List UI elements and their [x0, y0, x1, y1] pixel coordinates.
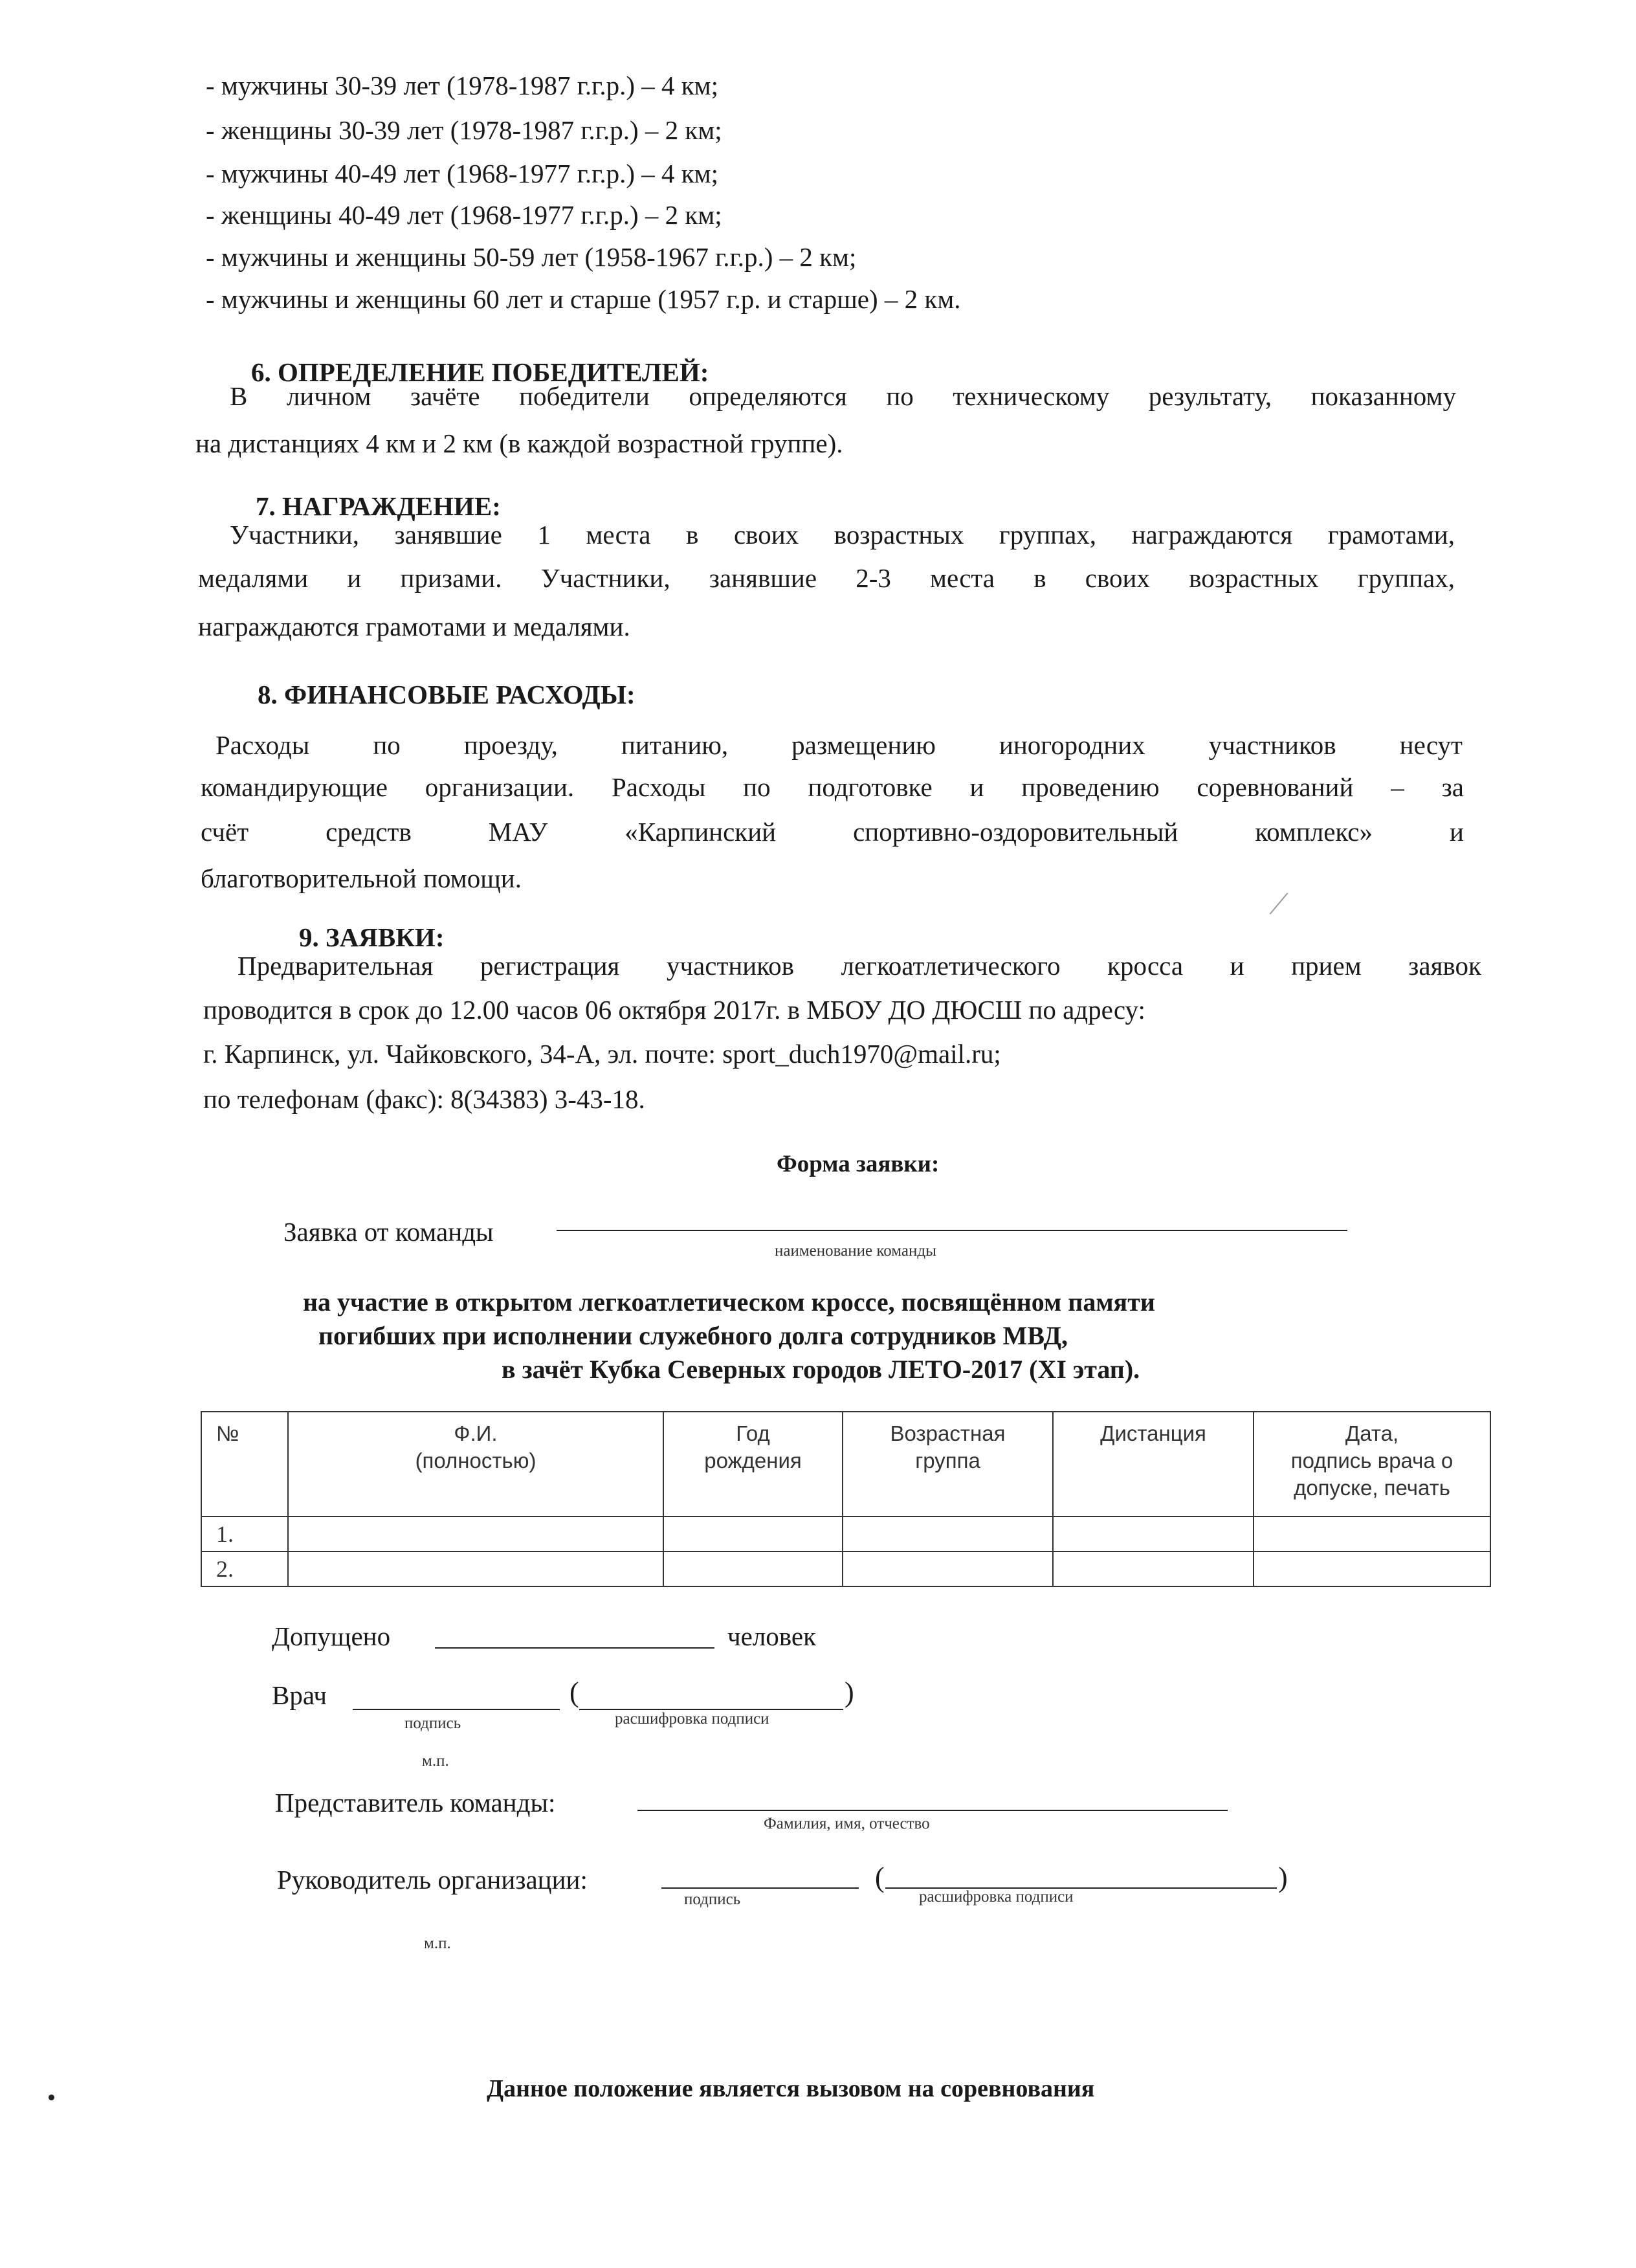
cell-full-name[interactable]: [288, 1551, 663, 1586]
word: проезду,: [463, 730, 558, 760]
header-age-group: Возрастная группа: [843, 1412, 1053, 1517]
word: счёт: [201, 817, 249, 847]
cell-doctor-signature[interactable]: [1254, 1517, 1490, 1551]
word: места: [930, 563, 995, 593]
word: результату,: [1148, 381, 1272, 411]
word: В: [230, 381, 248, 411]
word: занявшие: [709, 563, 817, 593]
section-applications-line2: проводится в срок до 12.00 часов 06 октября 2017г. в МБОУ ДО ДЮСШ по адресу:: [203, 995, 1145, 1025]
word: и: [1450, 817, 1464, 847]
admitted-label: Допущено: [272, 1621, 391, 1651]
representative-field[interactable]: [637, 1810, 1228, 1811]
word: награждаются: [1131, 520, 1293, 550]
word: техническому: [953, 381, 1110, 411]
word: «Карпинский: [625, 817, 777, 847]
section-applications-line4: по телефонам (факс): 8(34383) 3-43-18.: [203, 1084, 645, 1114]
word: в: [686, 520, 699, 550]
word: командирующие: [201, 772, 388, 802]
word: участников: [1208, 730, 1336, 760]
section-applications-line1: [238, 953, 1481, 979]
admitted-count-field[interactable]: [435, 1647, 714, 1649]
word: МАУ: [488, 817, 548, 847]
header-distance: Дистанция: [1053, 1412, 1254, 1517]
word: 1: [537, 520, 551, 550]
team-name-field[interactable]: [557, 1230, 1347, 1231]
word: несут: [1399, 730, 1463, 760]
form-title: Форма заявки:: [777, 1151, 940, 1177]
word: Участники,: [230, 520, 359, 550]
word: своих: [1085, 563, 1150, 593]
age-group-4: - женщины 40-49 лет (1968-1977 г.г.р.) – 2 км;: [206, 200, 722, 230]
age-group-2: - женщины 30-39 лет (1978-1987 г.г.р.) – 2 км;: [206, 115, 722, 145]
word: грамотами,: [1327, 520, 1455, 550]
age-group-1: - мужчины 30-39 лет (1978-1987 г.г.р.) – 4 км;: [206, 71, 718, 100]
head-label: Руководитель организации:: [277, 1865, 588, 1895]
word: в: [1034, 563, 1046, 593]
header-number: №: [201, 1412, 288, 1517]
word: по: [743, 772, 771, 802]
word: Расходы: [216, 730, 310, 760]
cell-age-group[interactable]: [843, 1551, 1053, 1586]
word: кросса: [1107, 951, 1184, 981]
head-signature-field[interactable]: [661, 1887, 859, 1889]
age-group-6: - мужчины и женщины 60 лет и старше (1957 г.р. и старше) – 2 км.: [206, 284, 961, 314]
doctor-signature-hint: подпись: [404, 1715, 461, 1732]
row-number: 2.: [201, 1551, 288, 1586]
registration-table: [201, 1411, 1491, 1587]
word: победители: [519, 381, 650, 411]
word: призами.: [400, 563, 502, 593]
word: спортивно-оздоровительный: [853, 817, 1178, 847]
word: возрастных: [1189, 563, 1319, 593]
word: организации.: [425, 772, 575, 802]
section-finance-line1: [216, 732, 1463, 759]
word: подготовке: [808, 772, 933, 802]
word: легкоатлетического: [841, 951, 1061, 981]
section-finance-heading: 8. ФИНАНСОВЫЕ РАСХОДЫ:: [258, 680, 636, 709]
doctor-signature-field[interactable]: [353, 1709, 560, 1710]
doctor-decoding-hint: расшифровка подписи: [615, 1710, 769, 1728]
section-finance-line2: [201, 774, 1464, 801]
head-signature-hint: подпись: [684, 1891, 741, 1908]
word: комплекс»: [1255, 817, 1373, 847]
table-row: [201, 1517, 1490, 1551]
cell-distance[interactable]: [1053, 1551, 1254, 1586]
scan-mark: [1270, 893, 1288, 914]
section-awards-line1: [230, 522, 1455, 548]
section-applications-heading: 9. ЗАЯВКИ:: [299, 922, 445, 952]
footer-note: Данное положение является вызовом на соревнования: [487, 2075, 1095, 2102]
section-finance-line3: [201, 819, 1464, 845]
cell-full-name[interactable]: [288, 1517, 663, 1551]
word: Участники,: [540, 563, 670, 593]
section-awards-line2: [198, 565, 1455, 592]
word: зачёте: [410, 381, 480, 411]
doctor-label: Врач: [272, 1680, 327, 1710]
word: –: [1391, 772, 1404, 802]
form-subtitle-line1: на участие в открытом легкоатлетическом кроссе, посвящённом памяти: [303, 1287, 1155, 1317]
head-decoding-hint: расшифровка подписи: [919, 1888, 1074, 1906]
head-close-paren: ): [1278, 1862, 1288, 1893]
word: проведению: [1021, 772, 1160, 802]
header-birth-year: Год рождения: [663, 1412, 843, 1517]
doctor-open-paren: (: [569, 1676, 579, 1708]
word: группах,: [1357, 563, 1455, 593]
word: иногородних: [999, 730, 1145, 760]
row-number: 1.: [201, 1517, 288, 1551]
word: питанию,: [621, 730, 729, 760]
form-subtitle-line2: погибших при исполнении служебного долга сотрудников МВД,: [318, 1321, 1068, 1350]
representative-label: Представитель команды:: [275, 1788, 556, 1818]
table-row: [201, 1551, 1490, 1586]
word: участников: [666, 951, 794, 981]
word: показанному: [1310, 381, 1456, 411]
word: своих: [733, 520, 799, 550]
word: места: [586, 520, 651, 550]
word: размещению: [791, 730, 936, 760]
representative-hint: Фамилия, имя, отчество: [764, 1815, 930, 1832]
table-header-row: [201, 1412, 1490, 1517]
word: возрастных: [834, 520, 964, 550]
cell-birth-year[interactable]: [663, 1551, 843, 1586]
section-winners-line2: на дистанциях 4 км и 2 км (в каждой возрастной группе).: [195, 428, 843, 458]
cell-birth-year[interactable]: [663, 1517, 843, 1551]
word: и: [1230, 951, 1244, 981]
header-doctor-signature: Дата, подпись врача о допуске, печать: [1254, 1412, 1490, 1517]
word: по: [886, 381, 914, 411]
section-winners-heading: 6. ОПРЕДЕЛЕНИЕ ПОБЕДИТЕЛЕЙ:: [251, 357, 709, 387]
word: медалями: [198, 563, 309, 593]
head-open-paren: (: [875, 1862, 885, 1893]
section-winners-line1: [230, 383, 1456, 410]
word: 2-3: [856, 563, 891, 593]
admitted-unit: человек: [727, 1621, 817, 1651]
header-full-name: Ф.И. (полностью): [288, 1412, 663, 1517]
word: и: [347, 563, 362, 593]
cell-doctor-signature[interactable]: [1254, 1551, 1490, 1586]
word: и: [969, 772, 984, 802]
section-awards-heading: 7. НАГРАЖДЕНИЕ:: [256, 491, 501, 521]
age-group-3: - мужчины 40-49 лет (1968-1977 г.г.р.) – 4 км;: [206, 159, 718, 188]
word: личном: [286, 381, 371, 411]
word: определяются: [689, 381, 847, 411]
word: прием: [1291, 951, 1362, 981]
stamp-label-2: м.п.: [424, 1935, 451, 1952]
cell-age-group[interactable]: [843, 1517, 1053, 1551]
team-name-hint: наименование команды: [775, 1242, 936, 1260]
word: занявшие: [394, 520, 502, 550]
word: по: [373, 730, 401, 760]
stamp-label: м.п.: [422, 1752, 449, 1770]
word: Предварительная: [238, 951, 434, 981]
word: Расходы: [612, 772, 706, 802]
word: соревнований: [1197, 772, 1354, 802]
word: группах,: [999, 520, 1097, 550]
team-label: Заявка от команды: [283, 1217, 494, 1247]
section-finance-line4: благотворительной помощи.: [201, 863, 522, 893]
form-subtitle-line3: в зачёт Кубка Северных городов ЛЕТО-2017 (XI этап).: [502, 1355, 1140, 1384]
doctor-close-paren: ): [845, 1676, 854, 1708]
section-awards-line3: награждаются грамотами и медалями.: [198, 612, 630, 641]
word: регистрация: [480, 951, 620, 981]
word: средств: [326, 817, 412, 847]
cell-distance[interactable]: [1053, 1517, 1254, 1551]
age-group-5: - мужчины и женщины 50-59 лет (1958-1967 г.г.р.) – 2 км;: [206, 242, 857, 272]
scan-mark: [49, 2095, 54, 2100]
section-applications-line3: г. Карпинск, ул. Чайковского, 34-А, эл. почте: sport_duch1970@mail.ru;: [203, 1039, 1001, 1069]
word: за: [1441, 772, 1464, 802]
word: заявок: [1408, 951, 1481, 981]
